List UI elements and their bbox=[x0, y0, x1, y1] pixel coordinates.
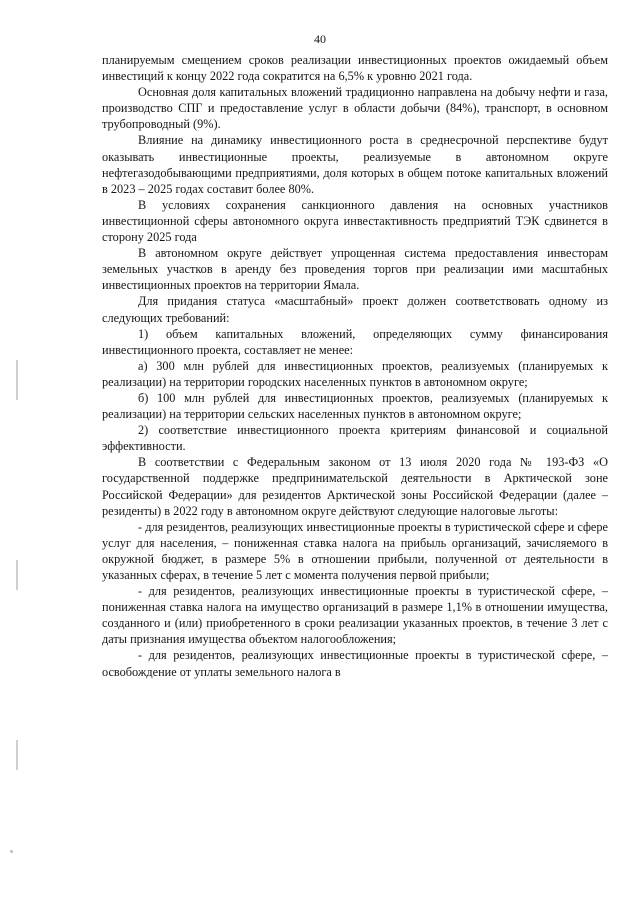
paragraph: планируемым смещением сроков реализации инвестиционных проектов ожидаемый объем инвестиций к концу 2022 года сократится на 6,5% к уровню 2021 года. bbox=[102, 53, 608, 84]
list-item: - для резидентов, реализующих инвестиционные проекты в туристической сфере и сфере услуг для населения, – пониженная ставка налога на прибыль организаций, зачисляемого в окружной бюджет, в размере 5% в отношении прибыли, полученной от деятельности в указанных сферах, в течение 5 лет с момента получения первой прибыли; bbox=[102, 519, 608, 582]
paragraph: Для придания статуса «масштабный» проект должен соответствовать одному из следующих требований: bbox=[102, 294, 608, 325]
scan-margin-mark bbox=[16, 740, 18, 770]
list-item: 1) объем капитальных вложений, определяющих сумму финансирования инвестиционного проекта, составляет не менее: bbox=[102, 326, 608, 357]
scan-margin-mark bbox=[16, 360, 18, 400]
list-item: - для резидентов, реализующих инвестиционные проекты в туристической сфере, – освобождение от уплаты земельного налога в bbox=[102, 648, 608, 679]
paragraph: Влияние на динамику инвестиционного роста в среднесрочной перспективе будут оказывать инвестиционные проекты, реализуемые в автономном округе нефтегазодобывающими предприятиями, доля которых в общем потоке капитальных вложений в 2023 – 2025 годах составит более 80%. bbox=[102, 133, 608, 196]
list-item: - для резидентов, реализующих инвестиционные проекты в туристической сфере, – пониженная ставка налога на имущество организаций в размере 1,1% в отношении имущества, созданного и (или) приобретенного в сроки реализации указанных проектов, в течение 3 лет с даты признания имущества объектом налогообложения; bbox=[102, 584, 608, 647]
paragraph: В автономном округе действует упрощенная система предоставления инвесторам земельных участков в аренду без проведения торгов при реализации ими масштабных инвестиционных проектов на территории Ямала. bbox=[102, 246, 608, 293]
paragraph: Основная доля капитальных вложений традиционно направлена на добычу нефти и газа, производство СПГ и предоставление услуг в области добычи (84%), транспорт, в основном трубопроводный (9%). bbox=[102, 85, 608, 132]
scan-margin-mark bbox=[16, 560, 18, 590]
scan-speck bbox=[10, 850, 13, 853]
list-item: б) 100 млн рублей для инвестиционных проектов, реализуемых (планируемых к реализации) на территории сельских населенных пунктов в автономном округе; bbox=[102, 390, 608, 422]
paragraph: В условиях сохранения санкционного давления на основных участников инвестиционной сферы автономного округа инвестактивность предприятий ТЭК сдвинется в сторону 2025 года bbox=[102, 197, 608, 245]
list-item: а) 300 млн рублей для инвестиционных проектов, реализуемых (планируемых к реализации) на территории городских населенных пунктов в автономном округе; bbox=[102, 358, 608, 389]
document-body bbox=[102, 52, 608, 680]
paragraph: В соответствии с Федеральным законом от 13 июля 2020 года № 193-ФЗ «О государственной поддержке предпринимательской деятельности в Арктической зоне Российской Федерации» для резидентов Арктической зоны Российской Федерации (далее – резиденты) в 2022 году в автономном округе действуют следующие налоговые льготы: bbox=[102, 455, 608, 518]
page-number: 40 bbox=[314, 32, 326, 46]
list-item: 2) соответствие инвестиционного проекта критериям финансовой и социальной эффективности. bbox=[102, 423, 608, 454]
